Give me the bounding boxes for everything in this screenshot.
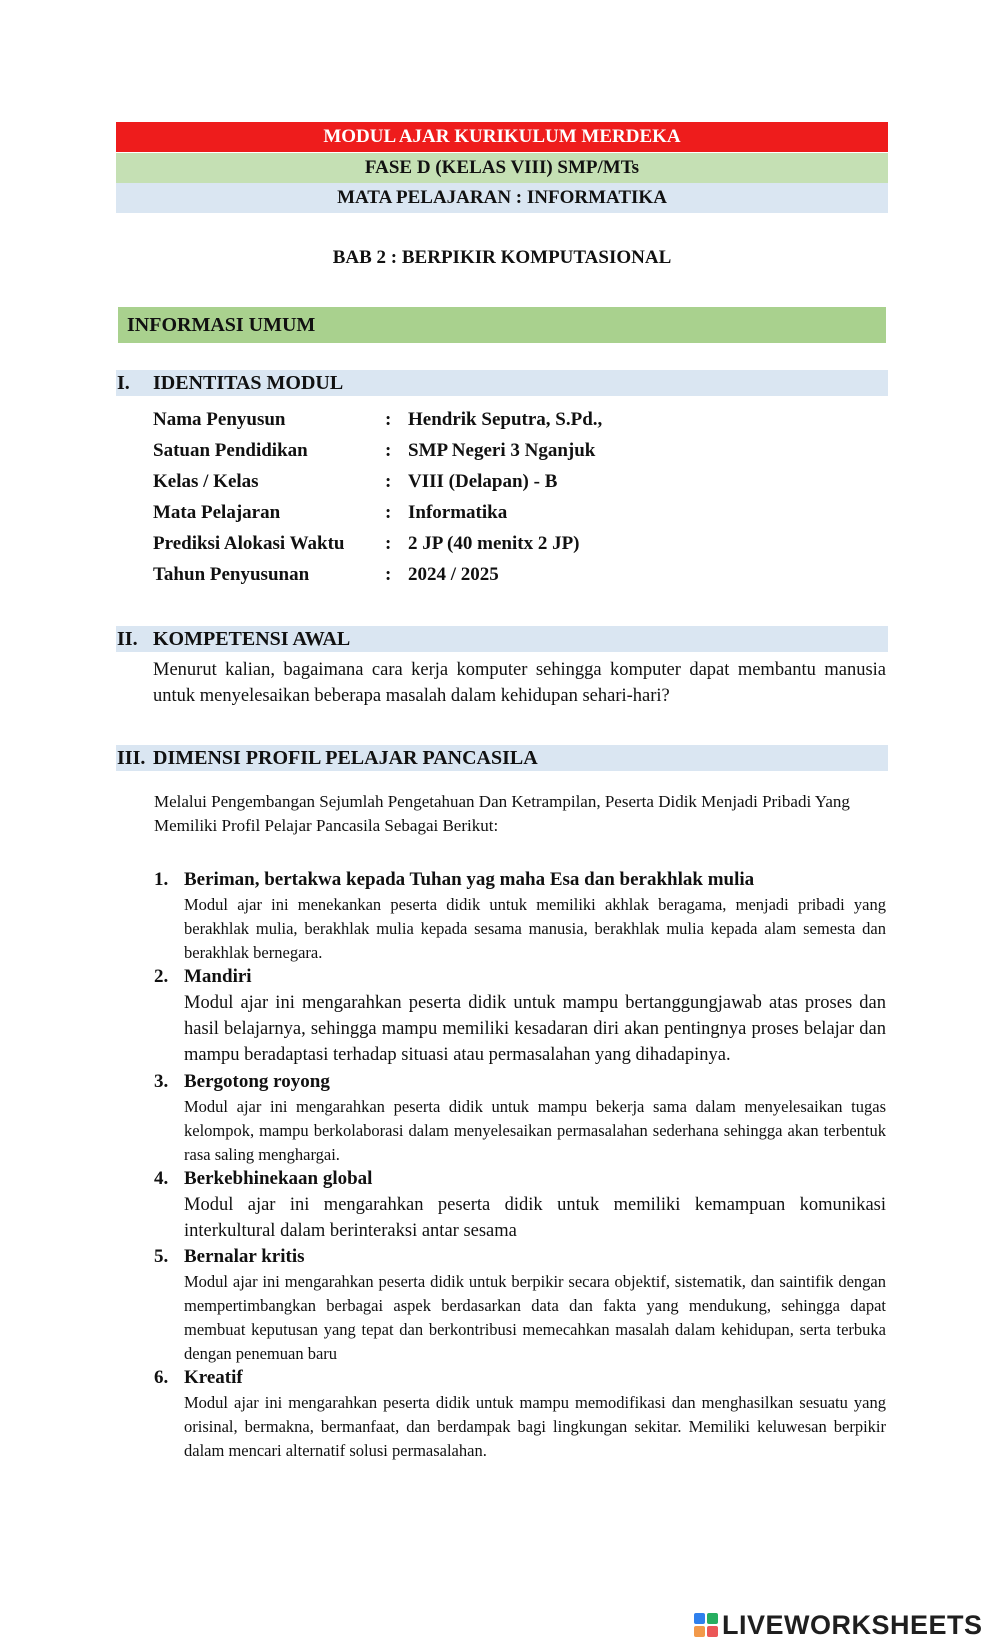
identity-label: Nama Penyusun — [153, 409, 286, 430]
identity-label: Mata Pelajaran — [153, 502, 281, 523]
list-item-title — [154, 1166, 886, 1192]
identity-value: Hendrik Seputra, S.Pd., — [408, 409, 603, 430]
list-item-number: 1. — [154, 869, 169, 890]
list-item-description: Modul ajar ini menekankan peserta didik untuk memiliki akhlak beragama, menjadi pribadi yang berakhlak mulia, berakhlak mulia kepada sesama manusia, berakhlak mulia kepada alam semesta dan berakhlak bernegara. — [184, 895, 886, 962]
identity-colon: : — [385, 502, 392, 523]
identity-colon: : — [385, 471, 392, 492]
informasi-umum-heading: INFORMASI UMUM — [118, 307, 886, 343]
list-item-heading: Bernalar kritis — [184, 1246, 305, 1267]
identity-colon: : — [385, 533, 392, 554]
section-heading-dimensi — [116, 745, 888, 771]
list-item-heading: Kreatif — [184, 1367, 243, 1388]
identity-label: Prediksi Alokasi Waktu — [153, 533, 345, 554]
list-item-title — [154, 1365, 886, 1391]
identity-label: Kelas / Kelas — [153, 471, 259, 492]
identity-colon: : — [385, 440, 392, 461]
list-item-heading: Bergotong royong — [184, 1071, 330, 1092]
identity-colon: : — [385, 409, 392, 430]
title-band-fase: FASE D (KELAS VIII) SMP/MTs — [116, 153, 888, 183]
identity-value: 2 JP (40 menitx 2 JP) — [408, 533, 580, 554]
list-item-number: 4. — [154, 1168, 169, 1189]
list-item-title — [154, 964, 886, 990]
list-item-description: Modul ajar ini mengarahkan peserta didik untuk memiliki kemampuan komunikasi interkultural dalam berinteraksi antar sesama — [184, 1195, 886, 1241]
liveworksheets-wordmark: LIVEWORKSHEETS — [722, 1609, 983, 1640]
section-number: II. — [117, 628, 138, 650]
dimensi-intro-paragraph: Melalui Pengembangan Sejumlah Pengetahuan Dan Ketrampilan, Peserta Didik Menjadi Pribadi Yang Memiliki Profil Pelajar Pancasila Sebagai Berikut: — [154, 792, 850, 835]
list-item-title — [154, 867, 886, 893]
section-title: IDENTITAS MODUL — [153, 372, 344, 394]
identity-value: 2024 / 2025 — [408, 564, 499, 585]
section-number: III. — [117, 747, 146, 769]
chapter-title: BAB 2 : BERPIKIR KOMPUTASIONAL — [332, 247, 672, 268]
identity-value: Informatika — [408, 502, 508, 523]
identity-label: Tahun Penyusunan — [153, 564, 310, 585]
section-title: KOMPETENSI AWAL — [153, 628, 351, 650]
list-item-title — [154, 1069, 886, 1095]
list-item-heading: Mandiri — [184, 966, 252, 987]
list-item-description: Modul ajar ini mengarahkan peserta didik untuk mampu memodifikasi dan menghasilkan sesuatu yang orisinal, bermakna, bermanfaat, dan berdampak bagi lingkungan sekitar. Memiliki keluwesan berpikir dalam mencari alternatif solusi permasalahan. — [184, 1393, 886, 1460]
list-item-description: Modul ajar ini mengarahkan peserta didik untuk mampu bekerja sama dalam menyelesaikan tugas kelompok, mampu berkolaborasi dalam menyelesaikan permasalahan sederhana sehingga akan terbentuk rasa saling menghargai. — [184, 1097, 886, 1164]
list-item-heading: Berkebhinekaan global — [184, 1168, 373, 1189]
title-band-modul-ajar: MODUL AJAR KURIKULUM MERDEKA — [116, 122, 888, 152]
section-number: I. — [117, 372, 130, 394]
list-item-number: 6. — [154, 1367, 169, 1388]
list-item-number: 3. — [154, 1071, 169, 1092]
identity-colon: : — [385, 564, 392, 585]
identity-label: Satuan Pendidikan — [153, 440, 308, 461]
list-item-description: Modul ajar ini mengarahkan peserta didik untuk mampu bertanggungjawab atas proses dan hasil belajarnya, sehingga mampu memiliki kesadaran diri akan pentingnya proses belajar dan mampu beradaptasi terhadap situasi atau permasalahan yang dihadapinya. — [184, 993, 886, 1065]
section-heading-kompetensi — [116, 626, 888, 652]
liveworksheets-logo-icon — [694, 1613, 718, 1637]
list-item-number: 5. — [154, 1246, 169, 1267]
list-item-title — [154, 1244, 886, 1270]
kompetensi-paragraph: Menurut kalian, bagaimana cara kerja komputer sehingga komputer dapat membantu manusia untuk menyelesaikan beberapa masalah dalam kehidupan sehari-hari? — [153, 660, 886, 706]
identity-value: SMP Negeri 3 Nganjuk — [408, 440, 596, 461]
list-item-number: 2. — [154, 966, 169, 987]
list-item-description: Modul ajar ini mengarahkan peserta didik untuk berpikir secara objektif, sistematik, dan saintifik dengan mempertimbangkan berbagai aspek berdasarkan data dan fakta yang mendukung, sehingga dapat membuat keputusan yang tepat dan berkontribusi memecahkan masalah dalam kehidupan, serta terbuka dengan penemuan baru — [184, 1272, 886, 1363]
list-item-heading: Beriman, bertakwa kepada Tuhan yag maha Esa dan berakhlak mulia — [184, 869, 755, 890]
liveworksheets-logo — [694, 1610, 983, 1640]
section-title: DIMENSI PROFIL PELAJAR PANCASILA — [153, 747, 538, 769]
title-band-mata-pelajaran: MATA PELAJARAN : INFORMATIKA — [116, 183, 888, 213]
identity-value: VIII (Delapan) - B — [408, 471, 558, 492]
section-heading-identitas — [116, 370, 888, 396]
